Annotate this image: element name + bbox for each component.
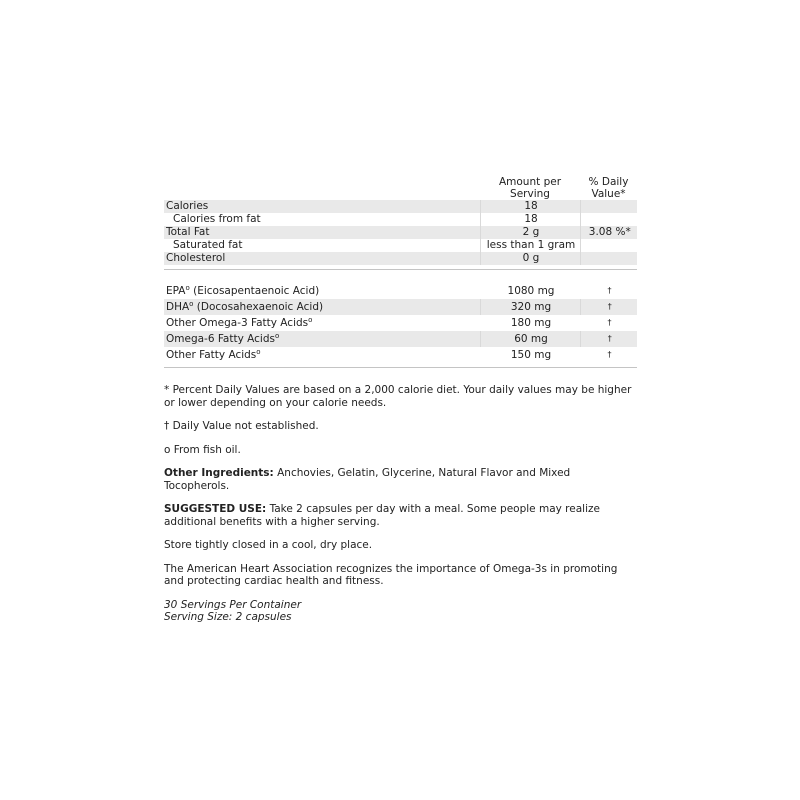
nutrient-amount: 0 g [480,252,580,265]
divider [164,367,637,368]
nutrient-daily-value: 3.08 %* [580,226,637,239]
dagger-note: † Daily Value not established. [164,420,319,432]
other-ingredients-label: Other Ingredients: [164,467,274,479]
table-row [164,213,637,226]
fatty-acid-amount: 60 mg [480,331,580,347]
nutrient-amount: 18 [480,200,580,213]
fatty-acid-label: DHA$^o$ (Docosahexaenoic Acid) [164,299,480,315]
table-row [164,239,637,252]
daily-value-header: % Daily Value* [588,176,629,200]
nutrition-table [164,176,637,265]
nutrient-daily-value [580,252,637,265]
label-header [164,176,480,200]
fish-oil-note: o From fish oil. [164,443,241,456]
notes-section [164,384,637,624]
nutrient-daily-value [580,200,637,213]
suggested-use-label: SUGGESTED USE: [164,503,267,515]
nutrient-label: Saturated fat [173,239,243,251]
nutrition-header-row [164,176,637,200]
other-ingredients [164,467,637,492]
amount-header: Amount per Serving [498,176,562,200]
nutrient-label: Calories from fat [173,213,261,225]
fatty-acid-amount: 1080 mg [507,285,555,297]
fatty-acid-daily-value: † [607,286,612,295]
nutrient-label: Cholesterol [164,252,480,265]
nutrient-daily-value [580,213,637,226]
fatty-acid-daily-value: † [607,350,612,359]
fatty-acid-label: Omega-6 Fatty Acids$^o$ [164,331,480,347]
table-row [164,315,637,331]
fatty-acid-amount: 180 mg [510,317,552,329]
fatty-acid-daily-value: † [580,299,637,315]
nutrient-label: Calories [164,200,480,213]
table-row [164,299,637,315]
table-row [164,252,637,265]
nutrient-label: Total Fat [164,226,480,239]
suggested-use-text: Take 2 capsules per day with a meal. Some people may realize additional benefits with a higher serving. [164,503,600,528]
supplement-facts-panel [164,176,637,624]
fatty-acid-daily-value: † [580,331,637,347]
table-row [164,226,637,239]
nutrient-amount: 18 [480,213,580,226]
table-row [164,347,637,363]
storage-note: Store tightly closed in a cool, dry place. [164,539,373,551]
fatty-acid-amount: 320 mg [480,299,580,315]
table-row [164,200,637,213]
nutrient-amount: less than 1 gram [480,239,580,252]
fatty-acid-daily-value: † [607,318,612,327]
servings-per-container: 30 Servings Per Container [164,598,302,611]
fatty-acid-amount: 150 mg [510,349,552,361]
table-row [164,331,637,347]
percent-dv-note: * Percent Daily Values are based on a 2,000 calorie diet. Your daily values may be higher or lower depending on your calorie needs. [164,384,632,409]
serving-size: Serving Size: 2 capsules [164,611,292,623]
fatty-acids-table [164,283,637,363]
divider [164,269,637,270]
fatty-acid-label: EPA$^o$ (Eicosapentaenoic Acid) [166,284,320,297]
suggested-use [164,503,637,528]
fatty-acid-label: Other Omega-3 Fatty Acids$^o$ [166,316,313,329]
aha-note: The American Heart Association recognizes the importance of Omega-3s in promoting and protecting cardiac health and fitness. [164,562,618,587]
table-row [164,283,637,299]
other-ingredients-text: Anchovies, Gelatin, Glycerine, Natural Flavor and Mixed Tocopherols. [164,467,571,492]
nutrient-daily-value [580,239,637,252]
nutrient-amount: 2 g [480,226,580,239]
fatty-acid-label: Other Fatty Acids$^o$ [166,348,261,361]
